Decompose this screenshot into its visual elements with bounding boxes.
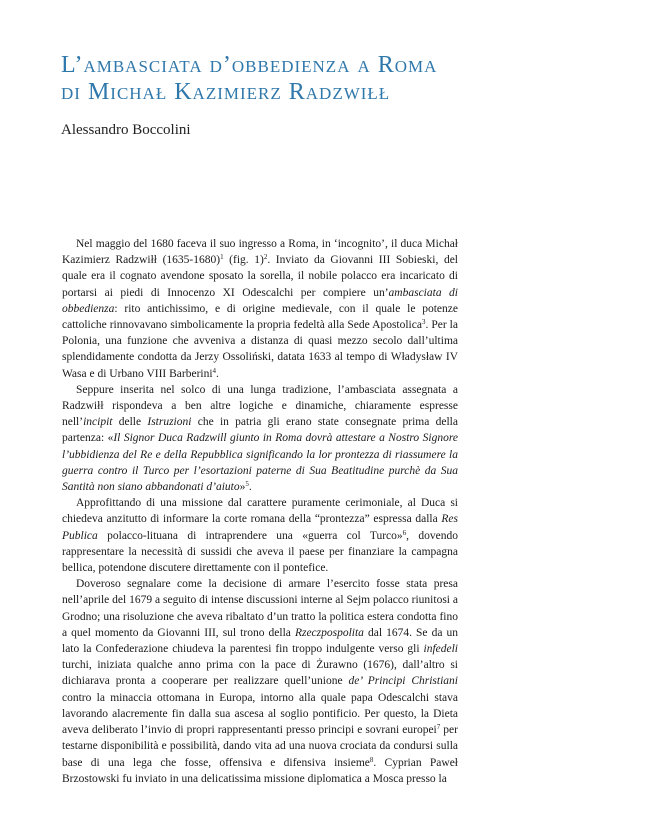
text-run: (fig. 1): [223, 254, 264, 267]
article-body: [62, 236, 458, 787]
italic-run: Res Publica: [62, 513, 458, 542]
text-run: per testarne disponibilità e possibilità, dando vita ad una nuova crociata da condursi sulla base di una lega che fosse, offensiva e difensiva insieme: [62, 724, 458, 769]
footnote-ref: 1: [220, 253, 224, 262]
italic-run: infedeli: [423, 643, 458, 656]
footnote-ref: 8: [369, 755, 374, 764]
body-paragraph: [62, 495, 458, 576]
italic-run: Istruzioni: [147, 416, 192, 429]
italic-run: ambasciata di obbedienza: [62, 286, 458, 315]
text-run: , dovendo rappresentare la necessità di sussidi che aveva il paese per finanziare la campagna bellica, potendone discutere direttamente con il pontefice.: [62, 529, 458, 575]
italic-run: incipit: [83, 416, 113, 429]
text-run: Approfittando di una missione dal carattere puramente cerimoniale, al Duca si chiedeva anzitutto di informare la corte romana della “prontezza” espressa dalla: [62, 497, 458, 526]
text-run: »: [239, 481, 246, 494]
body-paragraph: [62, 576, 458, 787]
article-title: [61, 52, 501, 106]
text-run: Nel maggio del 1680 faceva il suo ingresso a Roma, in ‘incognito’, il duca Michał Kazimierz Radzwiłł (1635-1680): [62, 238, 458, 267]
text-run: turchi, iniziata qualche anno prima con la pace di Żurawno (1676), dall’altro si dichiarava pronta a cooperare per realizzare quell’unione: [62, 659, 458, 688]
author-name: Alessandro Boccolini: [61, 122, 191, 138]
text-run: . Cyprian Paweł Brzostowski fu inviato in una delicatissima missione diplomatica a Mosca presso la: [62, 756, 458, 785]
text-run: dal 1674. Se da un lato la Confederazione chiudeva la parentesi fin troppo indulgente verso gli: [62, 626, 459, 656]
text-run: Doveroso segnalare come la decisione di armare l’esercito fosse stata presa nell’aprile del 1679 a seguito di intense discussioni interne al Sejm polacco riunitosi a Grodno; una risoluzione che aveva ribaltato d’un tratto la politica estera condotta fino a quel momento da Giovanni III, sul trono della: [62, 578, 458, 639]
title-line-2: di Michał Kazimierz Radzwiłł: [61, 79, 391, 105]
italic-run: de’ Principi Christiani: [348, 675, 458, 688]
title-line-1: L’ambasciata d’obbedienza a Roma: [61, 52, 438, 78]
body-paragraph: [62, 382, 458, 495]
text-run: delle: [112, 416, 148, 429]
italic-run: Il Signor Duca Radzwill giunto in Roma dovrà attestare a Nostro Signore l’ubbidienza del Re e della Repubblica significando la lor prontezza di riassumere la guerra contro il Turco per l’esortazioni paterne di Sua Beatitudine purchè da Sua Santità non siano abbandonati d’aiuto: [62, 432, 458, 494]
italic-run: Rzeczpospolita: [294, 626, 364, 639]
footnote-ref: 2: [263, 253, 268, 262]
text-run: che in patria gli erano state consegnate prima della partenza: «: [62, 416, 458, 445]
text-run: . Inviato da Giovanni III Sobieski, del quale era il cognato avendone sposato la sorella, il nobile polacco era incaricato di portarsi ai piedi di Innocenzo XI Odescalchi per compiere un’: [62, 254, 458, 299]
text-run: . Per la Polonia, una funzione che avveniva a distanza di quasi mezzo secolo dall’ultima splendidamente condotta da Jerzy Ossoliński, datata 1633 al tempo di Władysław IV Wasa e di Urbano VIII Barberini: [62, 319, 458, 380]
footnote-ref: 4: [212, 366, 217, 375]
footnote-ref: 3: [421, 318, 426, 327]
body-paragraph: [62, 236, 458, 382]
text-run: .: [216, 367, 219, 380]
text-run: polacco-lituana di intraprendere una «guerra col Turco»: [97, 529, 403, 542]
footnote-ref: 5: [245, 480, 249, 489]
text-run: Seppure inserita nel solco di una lunga tradizione, l’ambasciata assegnata a Radzwiłł rispondeva a ben altre logiche e dinamiche, chiaramente espresse nell’: [62, 383, 458, 429]
text-run: .: [248, 481, 252, 494]
footnote-ref: 7: [436, 723, 441, 732]
text-run: : rito antichissimo, e di origine medievale, con il quale le potenze cattoliche rinnovavano simbolicamente la propria fedeltà alla Sede Apostolica: [62, 302, 458, 332]
footnote-ref: 6: [402, 528, 407, 537]
text-run: contro la minaccia ottomana in Europa, intorno alla quale papa Odescalchi stava lavorando alacremente fin dalla sua ascesa al soglio pontificio. Per questo, la Dieta aveva deliberato l’invio di propri rappresentanti presso principi e sovrani europei: [62, 691, 458, 737]
